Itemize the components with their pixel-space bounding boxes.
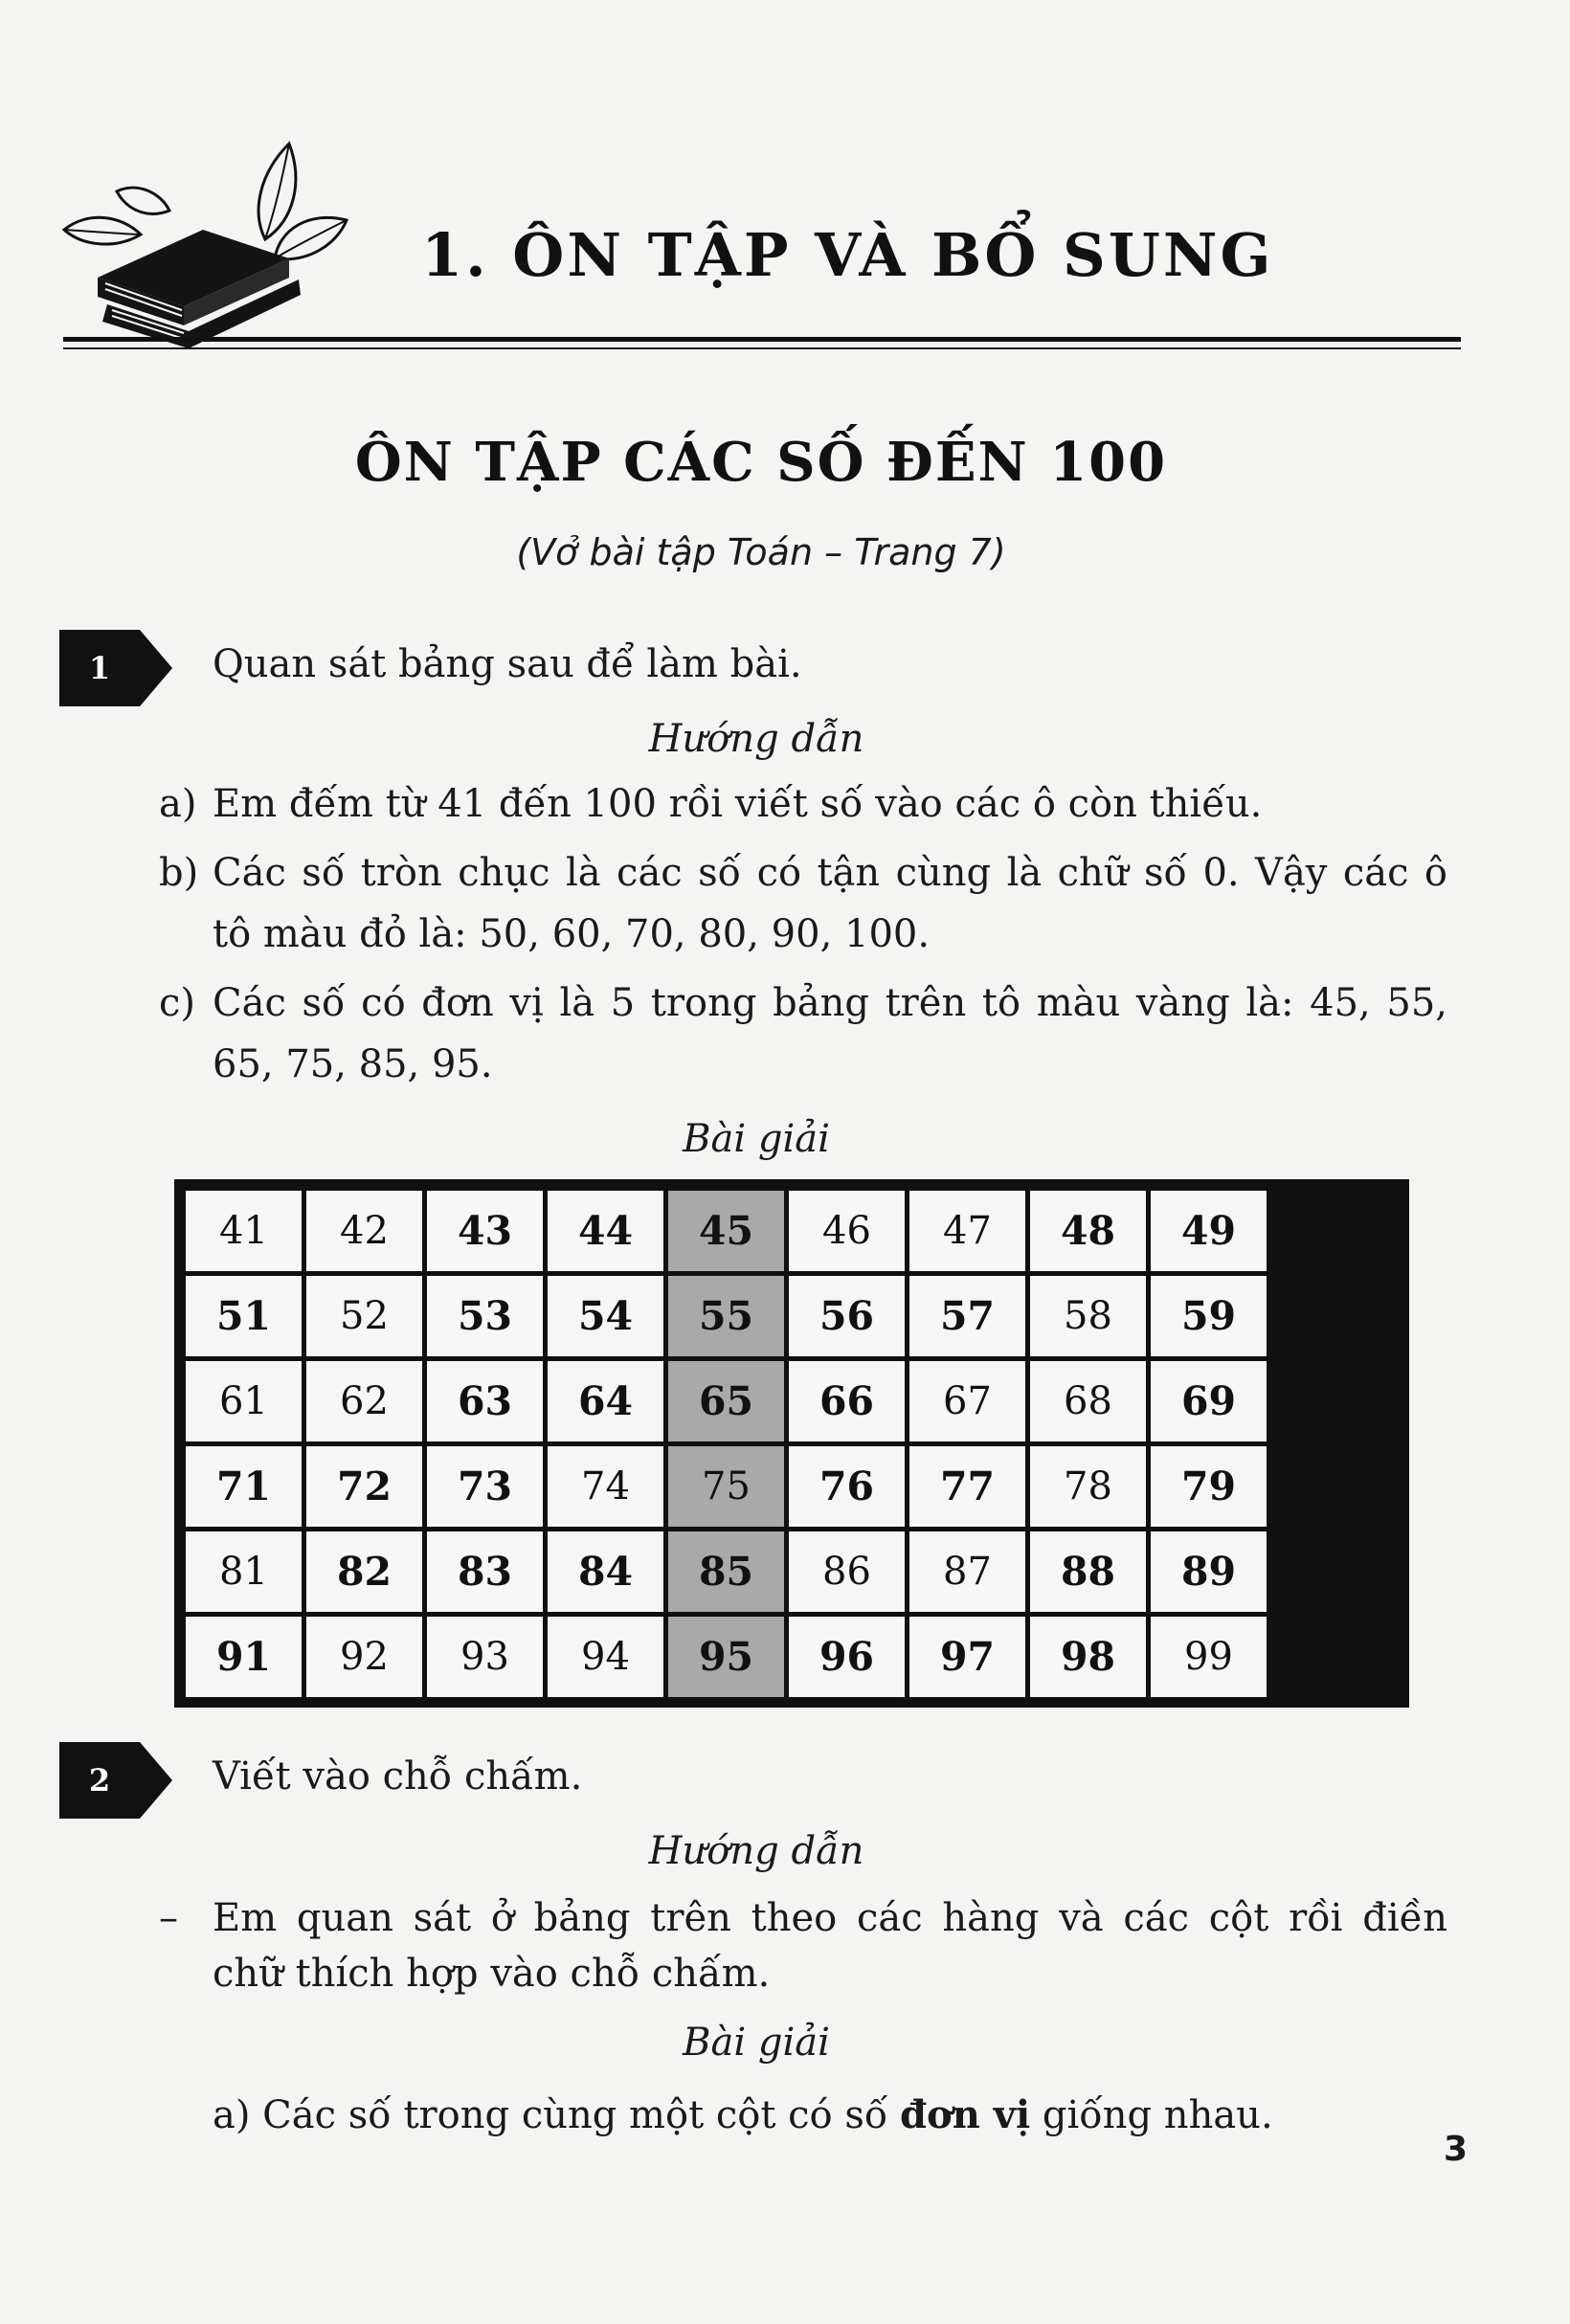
table-cell: 59	[1151, 1276, 1267, 1356]
table-cell: 87	[909, 1531, 1025, 1612]
table-cell: 82	[306, 1531, 422, 1612]
table-cell: 64	[548, 1361, 663, 1441]
table-cell: 67	[909, 1361, 1025, 1441]
table-cell: 75	[668, 1446, 784, 1527]
exercise-1-a-label: a)	[159, 782, 197, 826]
exercise-1-c-line1: Các số có đơn vị là 5 trong bảng trên tô màu vàng là: 45, 55,	[213, 981, 1447, 1025]
exercise-2-dash: –	[159, 1896, 178, 1940]
table-cell: 96	[789, 1617, 905, 1697]
exercise-2-solution-label: Bài giải	[683, 2021, 830, 2065]
table-cell: 76	[789, 1446, 905, 1527]
table-cell: 92	[306, 1617, 422, 1697]
exercise-2-guide-label: Hướng dẫn	[648, 1829, 864, 1873]
table-cell: 74	[548, 1446, 663, 1527]
table-cell: 88	[1030, 1531, 1146, 1612]
table-cell: 42	[306, 1191, 422, 1271]
exercise-1-guide-label: Hướng dẫn	[648, 717, 864, 761]
exercise-1-c-line2: 65, 75, 85, 95.	[213, 1042, 493, 1086]
table-cell: 61	[186, 1361, 302, 1441]
lesson-title: ÔN TẬP CÁC SỐ ĐẾN 100	[354, 431, 1168, 494]
table-cell: 93	[427, 1617, 543, 1697]
table-cell: 71	[186, 1446, 302, 1527]
table-cell: 43	[427, 1191, 543, 1271]
exercise-1-c-label: c)	[159, 981, 196, 1025]
table-cell: 89	[1151, 1531, 1267, 1612]
answer-a-prefix: a) Các số trong cùng một cột có số	[213, 2093, 901, 2137]
exercise-2-guide-line1: Em quan sát ở bảng trên theo các hàng và các cột rồi điền	[213, 1896, 1447, 1940]
exercise-1-solution-label: Bài giải	[683, 1117, 830, 1161]
table-cell: 98	[1030, 1617, 1146, 1697]
table-cell: 53	[427, 1276, 543, 1356]
table-cell: 81	[186, 1531, 302, 1612]
table-cell: 56	[789, 1276, 905, 1356]
book-leaves-icon	[59, 134, 366, 354]
exercise-1-number: 1	[88, 650, 111, 686]
table-cell: 95	[668, 1617, 784, 1697]
table-cell: 65	[668, 1361, 784, 1441]
exercise-2-number: 2	[88, 1762, 111, 1799]
table-cell: 99	[1151, 1617, 1267, 1697]
table-cell: 78	[1030, 1446, 1146, 1527]
exercise-1-prompt: Quan sát bảng sau để làm bài.	[213, 642, 802, 686]
exercise-1-b-label: b)	[159, 851, 199, 895]
table-cell: 62	[306, 1361, 422, 1441]
table-cell: 83	[427, 1531, 543, 1612]
table-cell: 91	[186, 1617, 302, 1697]
table-cell: 55	[668, 1276, 784, 1356]
exercise-1-a-text: Em đếm từ 41 đến 100 rồi viết số vào các ô còn thiếu.	[213, 782, 1263, 826]
exercise-2-guide-line2: chữ thích hợp vào chỗ chấm.	[213, 1952, 771, 1996]
table-cell: 58	[1030, 1276, 1146, 1356]
table-cell: 48	[1030, 1191, 1146, 1271]
exercise-1-marker	[59, 630, 174, 706]
chapter-title: 1. ÔN TẬP VÀ BỔ SUNG	[421, 220, 1274, 290]
table-cell: 51	[186, 1276, 302, 1356]
table-cell: 86	[789, 1531, 905, 1612]
table-cell: 52	[306, 1276, 422, 1356]
table-cell: 97	[909, 1617, 1025, 1697]
table-cell: 46	[789, 1191, 905, 1271]
exercise-2-prompt: Viết vào chỗ chấm.	[213, 1754, 583, 1799]
table-cell: 47	[909, 1191, 1025, 1271]
table-cell: 66	[789, 1361, 905, 1441]
table-cell: 57	[909, 1276, 1025, 1356]
page-number: 3	[1444, 2130, 1469, 2169]
number-table	[174, 1179, 1409, 1708]
header-rule-thin	[63, 347, 1461, 349]
table-cell: 63	[427, 1361, 543, 1441]
table-cell: 77	[909, 1446, 1025, 1527]
answer-a-suffix: giống nhau.	[1030, 2093, 1273, 2137]
table-cell: 73	[427, 1446, 543, 1527]
table-cell: 85	[668, 1531, 784, 1612]
table-cell: 49	[1151, 1191, 1267, 1271]
table-cell: 68	[1030, 1361, 1146, 1441]
table-cell: 45	[668, 1191, 784, 1271]
table-cell: 79	[1151, 1446, 1267, 1527]
lesson-subtitle: (Vở bài tập Toán – Trang 7)	[516, 531, 1006, 573]
table-cell: 54	[548, 1276, 663, 1356]
table-cell: 69	[1151, 1361, 1267, 1441]
exercise-2-marker	[59, 1742, 174, 1819]
table-cell: 72	[306, 1446, 422, 1527]
table-cell: 41	[186, 1191, 302, 1271]
table-cell: 94	[548, 1617, 663, 1697]
table-cell: 44	[548, 1191, 663, 1271]
exercise-2-answer-a	[213, 2087, 1273, 2144]
exercise-1-b-line1: Các số tròn chục là các số có tận cùng là chữ số 0. Vậy các ô	[213, 851, 1447, 895]
exercise-1-b-line2: tô màu đỏ là: 50, 60, 70, 80, 90, 100.	[213, 912, 931, 956]
table-cell: 84	[548, 1531, 663, 1612]
answer-a-bold: đơn vị	[900, 2092, 1031, 2137]
header-rule	[63, 337, 1461, 342]
